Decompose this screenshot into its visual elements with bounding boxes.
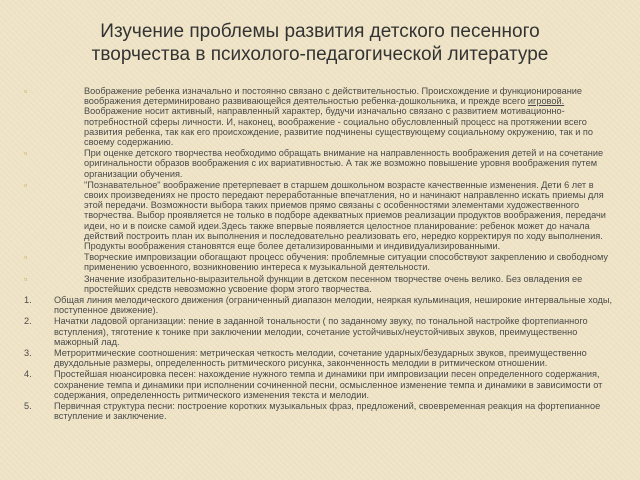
bullet-marker: ▫: [24, 179, 28, 190]
item-number: 5.: [24, 401, 32, 412]
bullet-marker: ▫: [24, 148, 28, 159]
numbered-item-4: [24, 369, 616, 400]
game-link[interactable]: игровой.: [527, 96, 565, 107]
item-number: 4.: [24, 369, 32, 380]
slide-body: [24, 86, 616, 423]
bullet-text: При оценке детского творчества необходимо обращать внимание на направленность воображения детей и на сочетание оригинальности образов воображения с их вариативностью. А так же возможно повышение уровня воображения путем организации обучения.: [84, 148, 604, 179]
numbered-item-2: [24, 316, 616, 347]
item-number: 1.: [24, 295, 32, 306]
numbered-item-3: [24, 348, 616, 368]
title-line-2: творчества в психолого-педагогической литературе: [91, 44, 549, 65]
bullet-item-3: [24, 180, 616, 251]
bullet-text-cont: Воображение носит активный, направленный характер, будучи изначально связано с развитием мотивационно-потребностной сферы личности. И, наконец, воображение - социально обусловленный процесс на протяжении всего развития ребенка, так как его происхождение, развитие подчинены существующему социальному окружению, так и по своему содержанию.: [84, 106, 593, 148]
item-number: 3.: [24, 348, 32, 359]
bullet-text: Значение изобразительно-выразительной функции в детском песенном творчестве очень велико. Без овладения ее простейших средств невозможно усвоение форм этого творчества.: [84, 273, 583, 294]
bullet-text: "Познавательное" воображение претерпевает в старшем дошкольном возрасте качественные изменения. Дети 6 лет в своих произведениях не просто передают переработанные впечатления, но и начинают направленно искать приемы для этой передачи. Возможности выбора таких приемов прямо связаны с особенностями элементами художественного творчества. Выбор проявляется не только в подборе адекватных приемов реализации продуктов воображения, передачи идеи, но и в поиске самой идеи.Здесь также впервые появляется целостное планирование: ребенок может до начала действий построить план их выполнения и последовательно реализовать его, нередко корректируя по ходу выполнения. Продукты воображения становятся еще более детализированными и индивидуализированными.: [84, 179, 606, 252]
numbered-item-5: [24, 401, 616, 421]
title-line-1: Изучение проблемы развития детского песенного: [100, 21, 540, 42]
bullet-text: Творческие импровизации обогащают процесс обучения: проблемные ситуации способствуют закреплению и свободному применению усвоенного, возникновению интереса к музыкальной деятельности.: [84, 252, 608, 273]
bullet-text: Воображение ребенка изначально и постоянно связано с действительностью. Происхождение и функционирование воображения детерминировано развивающейся деятельностью ребенка-дошкольника, и прежде всего: [84, 86, 583, 107]
bullet-marker: ▫: [24, 86, 28, 96]
item-number: 2.: [24, 316, 32, 327]
bullet-marker: ▫: [24, 252, 28, 263]
bullet-item-2: [24, 148, 616, 179]
bullet-marker: ▫: [24, 273, 28, 284]
item-text: Метроритмические соотношения: метрическая четкость мелодии, сочетание ударных/безударных звуков, преимущественно двухдольные размеры, определенность ритмического рисунка, законченность мелодии в ритмическом отношении.: [54, 348, 587, 369]
numbered-item-1: [24, 295, 616, 315]
item-text: Общая линия мелодического движения (ограниченный диапазон мелодии, неяркая кульминация, неширокие интервальные ходы, поступенное движение).: [54, 295, 613, 316]
bullet-item-5: [24, 274, 616, 294]
bullet-item-1: [24, 86, 616, 147]
bullet-item-4: [24, 252, 616, 272]
item-text: Простейшая нюансировка песен: нахождение нужного темпа и динамики при импровизации песен определенного содержания, сохранение темпа и динамики при исполнении сочиненной песни, осмысленное изменение темпа и динамики в зависимости от содержания, определенность ритмического изменения текста и мелодии.: [54, 369, 603, 400]
item-text: Первичная структура песни: построение коротких музыкальных фраз, предложений, своевременная реакция на фортепианное вступление и заключение.: [54, 401, 601, 422]
item-text: Начатки ладовой организации: пение в заданной тональности ( по заданному звуку, по тональной настройке фортепианного вступления), тяготение к тонике при заключении мелодии, сочетание устойчивых/неустойчивых звуков, преимущественно мажорный лад.: [54, 316, 588, 347]
slide-title: [40, 20, 600, 66]
